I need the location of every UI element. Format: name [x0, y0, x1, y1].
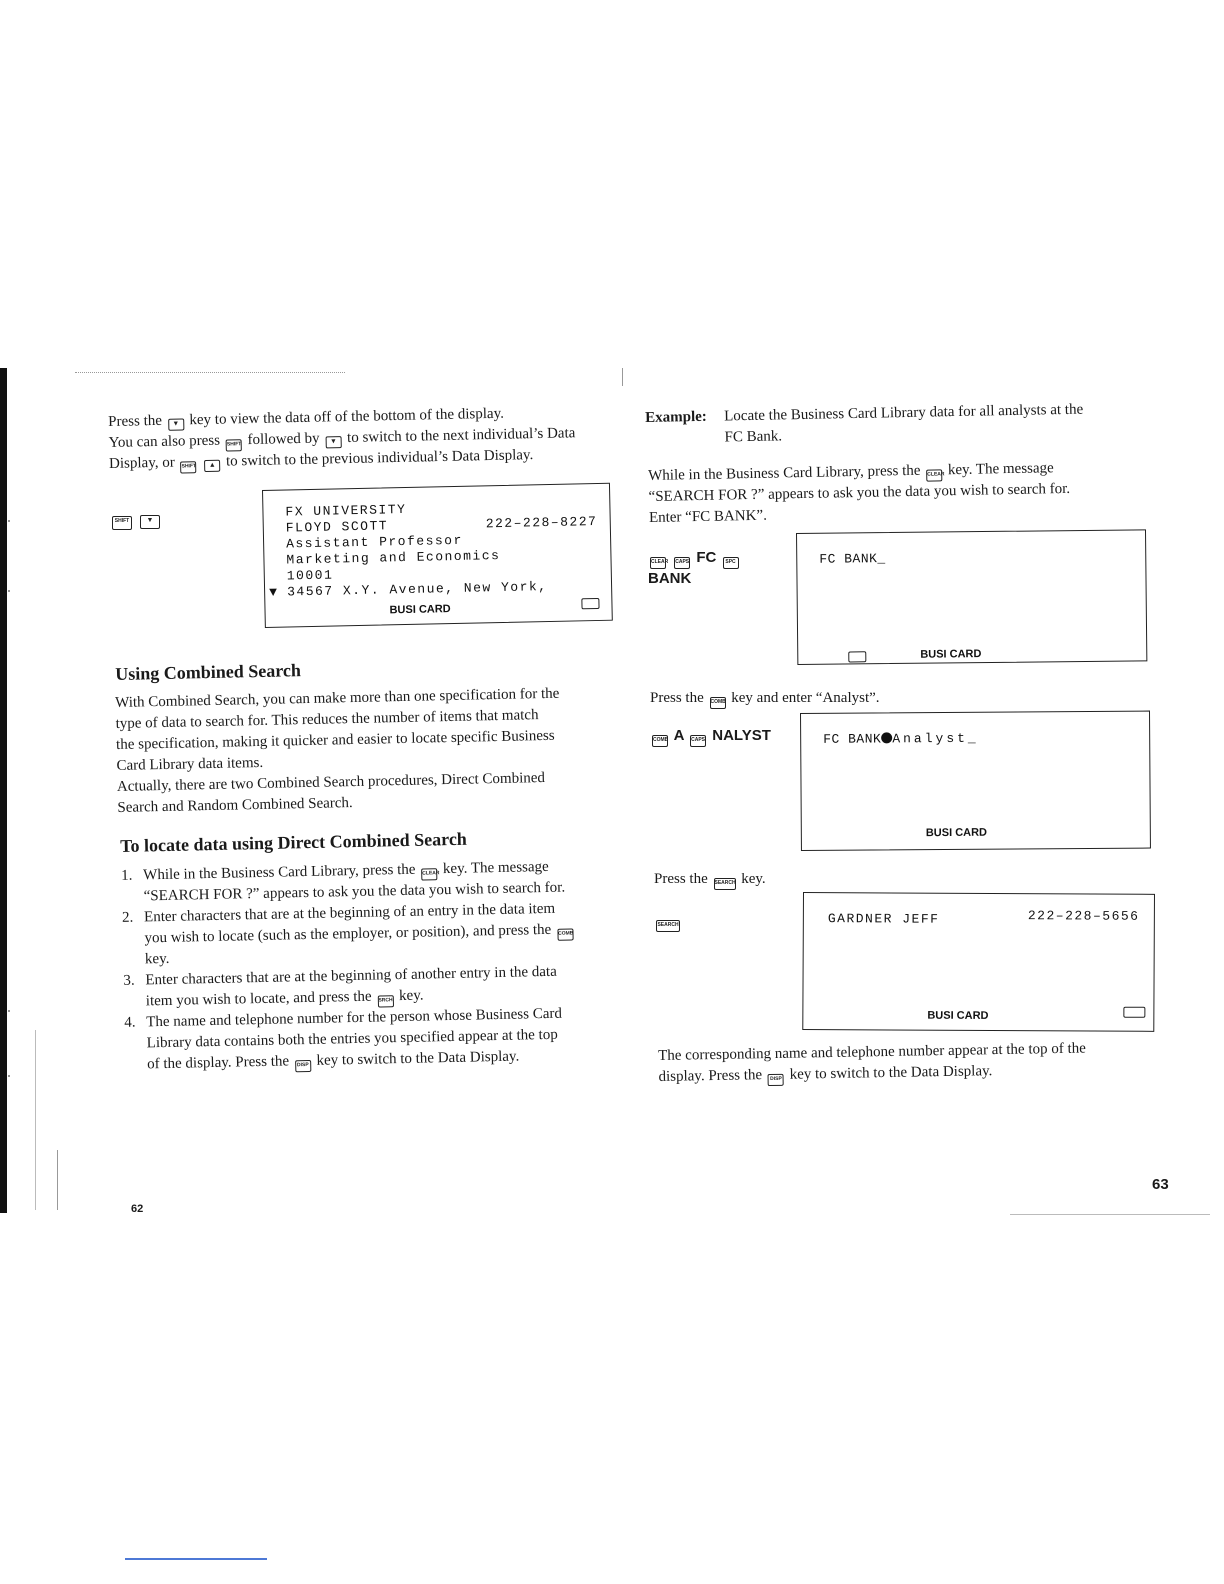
- busi-card-status: BUSI CARD: [927, 1009, 989, 1022]
- right-paragraph-1: [648, 456, 1154, 529]
- combined-search-heading: Using Combined Search: [115, 660, 302, 684]
- page-number-left: 62: [131, 1203, 144, 1215]
- key-sequence-search: [654, 912, 682, 932]
- step-number: 2.: [121, 909, 134, 926]
- intro-text: You can also press: [108, 432, 221, 451]
- busi-card-status: BUSI CARD: [920, 648, 982, 661]
- search-indicator-icon: [1123, 1007, 1145, 1018]
- key-text: BANK: [648, 570, 692, 587]
- step-number: 1.: [121, 867, 133, 884]
- step-text: key. The message: [442, 858, 549, 878]
- intro-paragraph: [108, 401, 614, 475]
- display-line: [823, 731, 979, 747]
- display-phone: 222–228–5656: [1027, 908, 1140, 924]
- step-text: Library data contains both the entries you specified appear at the top: [146, 1026, 558, 1052]
- scan-artifact: [57, 1150, 58, 1210]
- paragraph-line: the specification, making it quicker and easier to locate specific Business: [115, 727, 555, 753]
- example-text: FC Bank.: [724, 428, 783, 446]
- intro-text: followed by: [247, 430, 320, 449]
- combine-key-icon: COMB: [652, 735, 668, 747]
- right-paragraph-3: [654, 869, 766, 890]
- paragraph-text: “SEARCH FOR ?” appears to ask you the data you wish to search for.: [648, 480, 1071, 505]
- paragraph-text: display. Press the: [658, 1067, 763, 1085]
- shift-key-icon: SHIFT: [112, 516, 132, 530]
- binding-edge: [0, 368, 7, 1213]
- step-text: of the display. Press the: [146, 1053, 290, 1073]
- speck: [8, 520, 10, 522]
- display-line: Assistant Professor: [285, 532, 463, 552]
- paragraph-text: Press the: [654, 871, 708, 887]
- display-text: Analyst_: [892, 730, 979, 747]
- step-item: [116, 897, 629, 971]
- display-line: FC BANK_: [819, 551, 886, 567]
- busi-card-status: BUSI CARD: [389, 603, 451, 617]
- display-phone: 222–228–8227: [485, 513, 598, 532]
- lcd-display-result: [802, 892, 1155, 1032]
- paragraph-text: key.: [741, 871, 766, 887]
- up-arrow-key-icon: [204, 460, 220, 472]
- step-text: While in the Business Card Library, press the: [143, 861, 416, 884]
- paragraph-text: The corresponding name and telephone number appear at the top of the: [658, 1040, 1087, 1064]
- steps-list: [115, 855, 631, 1076]
- example-label: Example:: [645, 408, 708, 426]
- display-line: Marketing and Economics: [286, 548, 501, 568]
- step-text: item you wish to locate, and press the: [145, 988, 372, 1010]
- key-text: A: [673, 727, 684, 744]
- lcd-display-fc-bank: [796, 529, 1147, 665]
- paragraph-line: Search and Random Combined Search.: [117, 795, 353, 816]
- paragraph-line: type of data to search for. This reduces the number of items that match: [115, 707, 539, 732]
- paragraph-text: key. The message: [947, 460, 1054, 479]
- search-key-icon: SEARCH: [714, 878, 736, 890]
- down-arrow-key-icon: [325, 436, 341, 448]
- step-text: key.: [398, 987, 424, 1005]
- key-text: NALYST: [712, 727, 771, 744]
- bottom-rule: [1010, 1214, 1210, 1215]
- search-key-icon: SEARCH: [656, 920, 680, 932]
- intro-text: Display, or: [108, 454, 175, 472]
- busi-card-status: BUSI CARD: [925, 826, 988, 840]
- space-key-icon: SPC: [723, 557, 739, 569]
- speck: [8, 1075, 10, 1077]
- example-block: [645, 398, 1156, 450]
- display-line: FX UNIVERSITY: [285, 501, 407, 520]
- search-key-icon: SRCH: [377, 995, 393, 1007]
- down-arrow-key-icon: [140, 515, 160, 529]
- right-paragraph-4: [658, 1037, 1164, 1088]
- intro-text: Press the: [108, 412, 163, 430]
- caps-key-icon: CAPS: [674, 557, 690, 569]
- clear-key-icon: CLEAR: [421, 868, 437, 880]
- clear-key-icon: CLEAR: [650, 557, 666, 569]
- paragraph-line: Actually, there are two Combined Search procedures, Direct Combined: [116, 770, 546, 795]
- paragraph-text: Enter “FC BANK”.: [648, 507, 768, 526]
- combine-key-icon: COMB: [557, 928, 573, 940]
- scan-artifact: [35, 1030, 36, 1210]
- speck: [8, 590, 10, 592]
- step-number: 3.: [123, 972, 135, 989]
- step-text: you wish to locate (such as the employer, or position), and press the: [144, 921, 552, 947]
- paragraph-text: key to switch to the Data Display.: [789, 1063, 993, 1083]
- center-fold-mark: [622, 368, 623, 386]
- combined-search-paragraph: [115, 682, 623, 819]
- display-text: FC BANK: [823, 731, 882, 747]
- paragraph-text: While in the Business Card Library, press the: [648, 462, 921, 484]
- caps-key-icon: CAPS: [690, 735, 706, 747]
- step-text: key.: [144, 950, 170, 968]
- down-arrow-indicator-icon: ▼: [268, 584, 279, 600]
- display-line: 34567 X.Y. Avenue, New York,: [286, 579, 548, 600]
- key-sequence-analyst: [650, 727, 771, 747]
- step-text: Enter characters that are at the beginning of an entry in the data item: [143, 900, 556, 926]
- direct-combined-heading: To locate data using Direct Combined Search: [120, 828, 468, 856]
- paragraph-line: Card Library data items.: [116, 754, 264, 774]
- step-text: key to switch to the Data Display.: [316, 1048, 520, 1069]
- key-text: FC: [696, 549, 717, 566]
- step-text: Enter characters that are at the beginning of another entry in the data: [145, 963, 557, 989]
- scan-artifact-line: [75, 372, 345, 374]
- display-line: FLOYD SCOTT: [285, 518, 389, 536]
- step-item: [118, 1002, 631, 1076]
- lcd-display-analyst: [800, 711, 1151, 851]
- step-number: 4.: [124, 1014, 136, 1031]
- display-name: GARDNER JEFF: [827, 911, 940, 927]
- display-change-key-icon: DISP: [768, 1074, 784, 1086]
- intro-text: to switch to the previous individual’s Data Display.: [225, 447, 534, 470]
- combine-marker-icon: [881, 732, 892, 743]
- blue-underline: [125, 1558, 267, 1560]
- step-text: “SEARCH FOR ?” appears to ask you the data you wish to search for.: [143, 879, 566, 905]
- paragraph-text: Press the: [650, 690, 704, 706]
- intro-text: key to view the data off of the bottom of the display.: [189, 405, 505, 429]
- key-sequence-fc-bank: [648, 548, 741, 589]
- shift-key-icon: SHIFT: [180, 461, 196, 473]
- display-line: 10001: [286, 567, 334, 584]
- paragraph-text: key and enter “Analyst”.: [731, 690, 880, 706]
- intro-text: to switch to the next individual’s Data: [346, 425, 576, 446]
- shift-key-icon: SHIFT: [226, 439, 242, 451]
- search-indicator-icon: [581, 598, 599, 609]
- paragraph-line: With Combined Search, you can make more than one specification for the: [115, 685, 560, 711]
- lcd-display-data: [262, 483, 613, 628]
- combine-key-icon: COMB: [710, 697, 726, 709]
- right-paragraph-2: [650, 688, 880, 709]
- key-sequence-shift-down: [110, 508, 162, 530]
- speck: [8, 1010, 10, 1012]
- caps-indicator-icon: [848, 651, 866, 662]
- step-text: The name and telephone number for the person whose Business Card: [146, 1005, 563, 1031]
- down-arrow-key-icon: [168, 418, 184, 430]
- clear-key-icon: CLEAR: [926, 469, 942, 481]
- example-text: Locate the Business Card Library data for all analysts at the: [724, 401, 1084, 425]
- display-change-key-icon: DISP: [295, 1060, 311, 1072]
- page-number-right: 63: [1152, 1176, 1169, 1193]
